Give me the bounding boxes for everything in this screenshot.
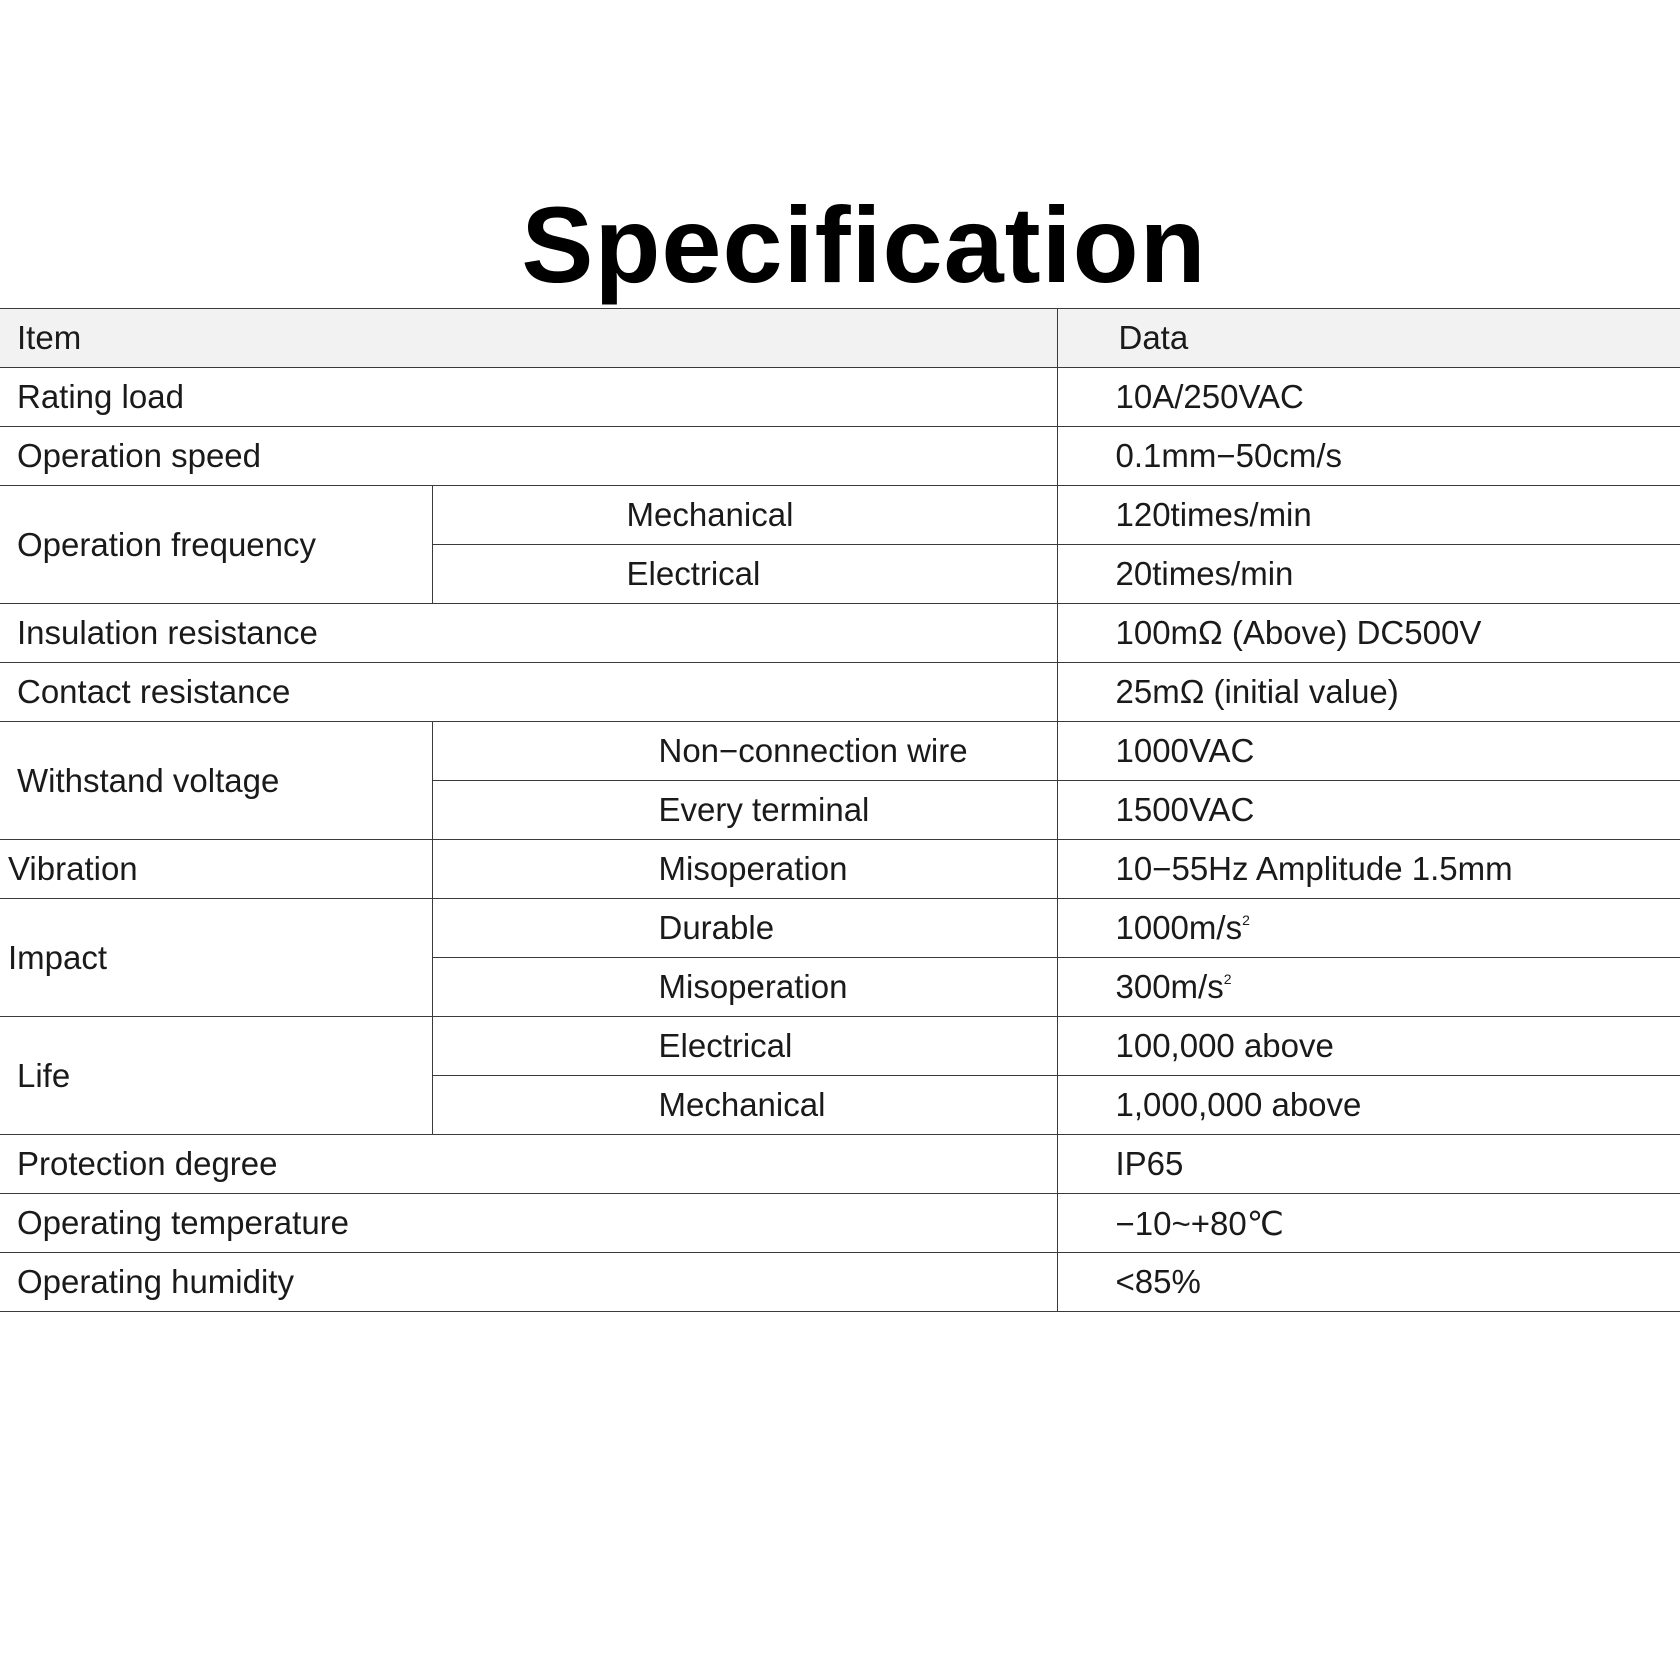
row-item-protection-degree: Protection degree	[0, 1135, 1057, 1194]
row-item-operation-frequency: Operation frequency	[0, 486, 432, 604]
row-value-rating-load: 10A/250VAC	[1057, 368, 1680, 427]
table-row	[0, 368, 1680, 427]
row-sub-frequency-mechanical: Mechanical	[432, 486, 1057, 545]
spec-table	[0, 308, 1680, 1312]
row-item-impact: Impact	[0, 899, 432, 1017]
row-item-contact-resistance: Contact resistance	[0, 663, 1057, 722]
row-item-withstand-voltage: Withstand voltage	[0, 722, 432, 840]
row-sub-impact-misoperation: Misoperation	[432, 958, 1057, 1017]
impact-durable-exponent: 2	[1242, 912, 1250, 928]
row-sub-voltage-every-terminal: Every terminal	[432, 781, 1057, 840]
row-value-voltage-non-connection: 1000VAC	[1057, 722, 1680, 781]
header-item: Item	[0, 309, 1057, 368]
table-header-row	[0, 309, 1680, 368]
impact-durable-value-text: 1000m/s	[1115, 909, 1243, 946]
row-value-life-mechanical: 1,000,000 above	[1057, 1076, 1680, 1135]
row-value-contact-resistance: 25mΩ (initial value)	[1057, 663, 1680, 722]
row-value-frequency-mechanical: 120times/min	[1057, 486, 1680, 545]
table-row	[0, 604, 1680, 663]
row-value-impact-misoperation	[1057, 958, 1680, 1017]
header-data: Data	[1057, 309, 1680, 368]
row-item-operating-humidity: Operating humidity	[0, 1253, 1057, 1312]
row-value-insulation-resistance: 100mΩ (Above) DC500V	[1057, 604, 1680, 663]
row-item-life: Life	[0, 1017, 432, 1135]
table-row	[0, 486, 1680, 545]
table-row	[0, 1253, 1680, 1312]
row-item-operating-temperature: Operating temperature	[0, 1194, 1057, 1253]
row-item-insulation-resistance: Insulation resistance	[0, 604, 1057, 663]
impact-misoperation-value-text: 300m/s	[1115, 968, 1224, 1005]
row-value-impact-durable	[1057, 899, 1680, 958]
impact-misoperation-exponent: 2	[1223, 971, 1232, 987]
row-value-life-electrical: 100,000 above	[1057, 1017, 1680, 1076]
row-sub-impact-durable: Durable	[432, 899, 1057, 958]
table-row	[0, 722, 1680, 781]
row-value-operation-speed: 0.1mm−50cm/s	[1057, 427, 1680, 486]
row-value-frequency-electrical: 20times/min	[1057, 545, 1680, 604]
row-value-operating-temperature: −10~+80℃	[1057, 1194, 1680, 1253]
table-row	[0, 663, 1680, 722]
table-row	[0, 1017, 1680, 1076]
row-item-vibration: Vibration	[0, 840, 432, 899]
row-sub-life-electrical: Electrical	[432, 1017, 1057, 1076]
page-title: Specification	[521, 184, 1207, 306]
table-row	[0, 427, 1680, 486]
table-row	[0, 1194, 1680, 1253]
table-row	[0, 840, 1680, 899]
row-value-voltage-every-terminal: 1500VAC	[1057, 781, 1680, 840]
row-value-vibration: 10−55Hz Amplitude 1.5mm	[1057, 840, 1680, 899]
row-sub-voltage-non-connection: Non−connection wire	[432, 722, 1057, 781]
table-row	[0, 1135, 1680, 1194]
row-value-operating-humidity: <85%	[1057, 1253, 1680, 1312]
row-value-protection-degree: IP65	[1057, 1135, 1680, 1194]
row-sub-life-mechanical: Mechanical	[432, 1076, 1057, 1135]
row-sub-vibration-misoperation: Misoperation	[432, 840, 1057, 899]
row-item-rating-load: Rating load	[0, 368, 1057, 427]
table-row	[0, 899, 1680, 958]
row-sub-frequency-electrical: Electrical	[432, 545, 1057, 604]
row-item-operation-speed: Operation speed	[0, 427, 1057, 486]
